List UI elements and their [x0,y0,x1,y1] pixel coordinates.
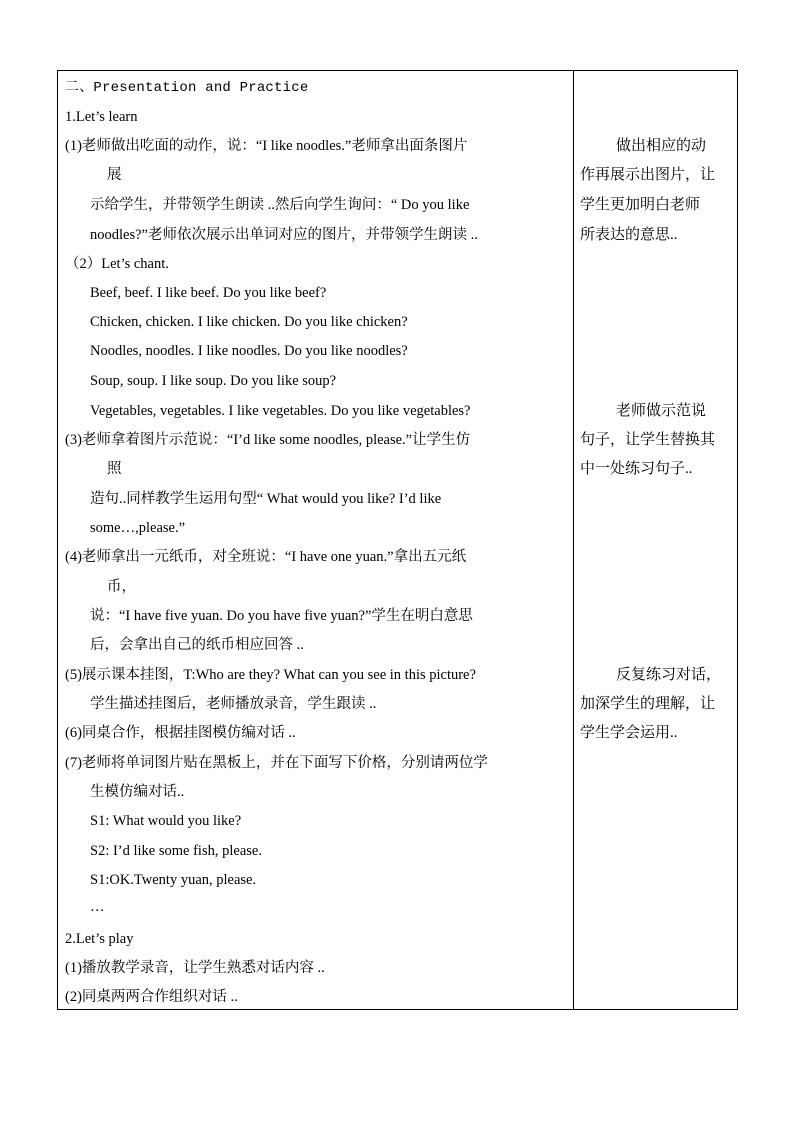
dialog-ellipsis: … [90,899,105,915]
dialog-line: S1:OK.Twenty yuan, please. [90,872,257,888]
item1-line2: 展 [107,167,122,183]
item1-line1: (1)老师做出吃面的动作，说：“I like noodles.”老师拿出面条图片 [65,138,468,154]
chant-line: Noodles, noodles. I like noodles. Do you like noodles? [90,343,408,359]
item7-line2: 生模仿编对话.. [90,784,185,800]
item3-line3: 造句..同样教学生运用句型“ What would you like? I’d like [90,491,442,507]
note1-line: 学生更加明白老师 [580,197,701,213]
section2-title: 2.Let’s play [65,931,134,947]
item1-line3: 示给学生，并带领学生朗读 ..然后向学生询问：“ Do you like [90,197,470,213]
item6: (6)同桌合作，根据挂图模仿编对话 .. [65,725,296,741]
item3-line2: 照 [107,461,122,477]
chant-line: Vegetables, vegetables. I like vegetables. Do you like vegetables? [90,403,471,419]
play2: (2)同桌两两合作组织对话 .. [65,989,238,1005]
note2-line: 老师做示范说 [616,403,707,419]
dialog-line: S1: What would you like? [90,813,242,829]
section1-title: 1.Let’s learn [65,109,138,125]
section-heading: 二、Presentation and Practice [65,80,309,96]
item4-line2: 币， [107,579,136,595]
item4-line4: 后，会拿出自己的纸币相应回答 .. [90,637,304,653]
item2-title: （2）Let’s chant. [65,256,169,272]
item4-line1: (4)老师拿出一元纸币，对全班说：“I have one yuan.”拿出五元纸 [65,549,467,565]
play1: (1)播放教学录音，让学生熟悉对话内容 .. [65,960,325,976]
chant-line: Soup, soup. I like soup. Do you like soup? [90,373,337,389]
item5-line2: 学生描述挂图后，老师播放录音，学生跟读 .. [90,696,377,712]
item7-line1: (7)老师将单词图片贴在黑板上，并在下面写下价格，分别请两位学 [65,755,488,771]
note1-line: 所表达的意思.. [580,227,678,243]
item3-line4: some…,please.” [90,520,186,536]
dialog-line: S2: I’d like some fish, please. [90,843,262,859]
item3-line1: (3)老师拿着图片示范说：“I’d like some noodles, please.”让学生仿 [65,432,471,448]
note3-line: 学生学会运用.. [580,725,678,741]
chant-line: Chicken, chicken. I like chicken. Do you like chicken? [90,314,408,330]
item4-line3: 说：“I have five yuan. Do you have five yuan?”学生在明白意思 [90,608,473,624]
item1-line4: noodles?”老师依次展示出单词对应的图片，并带领学生朗读 .. [90,227,478,243]
note2-line: 句子，让学生替换其 [580,432,716,448]
item5-line1: (5)展示课本挂图，T:Who are they? What can you see in this picture? [65,667,476,683]
note2-line: 中一处练习句子.. [580,461,693,477]
chant-line: Beef, beef. I like beef. Do you like beef? [90,285,327,301]
note1-line: 做出相应的动 [616,138,707,154]
note3-line: 反复练习对话， [616,667,722,683]
note3-line: 加深学生的理解，让 [580,696,716,712]
column-divider [573,71,574,1009]
note1-line: 作再展示出图片，让 [580,167,716,183]
